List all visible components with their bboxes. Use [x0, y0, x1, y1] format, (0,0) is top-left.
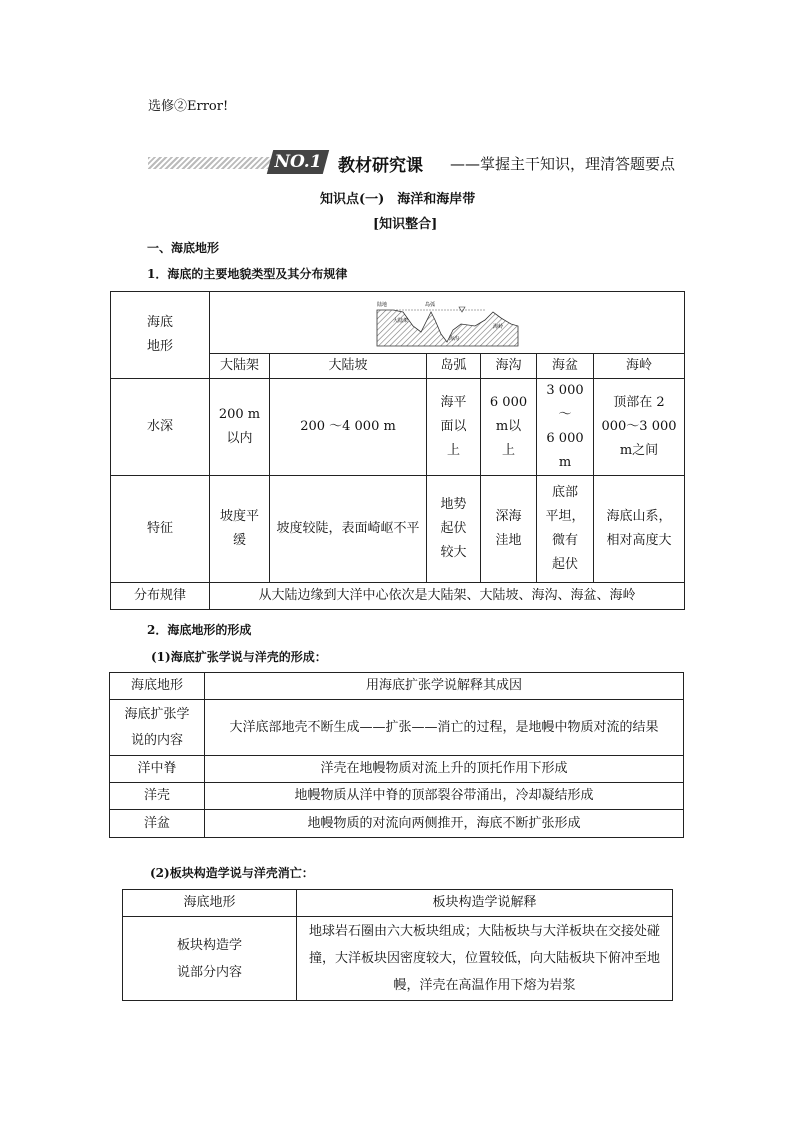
- subheading-landforms: 1．海底的主要地貌类型及其分布规律: [147, 267, 348, 281]
- t2-header-explanation: 板块构造学说解释: [297, 890, 673, 917]
- t1-row-value: 地幔物质从洋中脊的顶部裂谷带涌出，冷却凝结形成: [205, 783, 684, 810]
- t1-row-value: 洋壳在地幔物质对流上升的顶托作用下形成: [205, 756, 684, 783]
- feature-trench: 深海 洼地: [481, 476, 537, 583]
- knowledge-section-label: [知识整合]: [373, 217, 438, 232]
- row-label-rule: 分布规律: [111, 583, 210, 610]
- seabed-profile-diagram: [375, 298, 520, 348]
- t1-header-terrain: 海底地形: [110, 673, 205, 700]
- diagram-label-land: 陆地: [376, 301, 387, 308]
- banner-title: 教材研究课: [338, 156, 423, 176]
- seafloor-spreading-table: [109, 672, 684, 838]
- t1-row-label: 洋中脊: [110, 756, 205, 783]
- heading-seabed-terrain: 一、海底地形: [147, 241, 220, 255]
- col-header-trench: 海沟: [481, 354, 537, 379]
- plate-tectonics-table: [122, 889, 673, 1001]
- depth-shelf: 200 m 以内: [210, 379, 270, 476]
- t1-row-label: 洋盆: [110, 810, 205, 838]
- depth-basin: 3 000～ 6 000 m: [537, 379, 594, 476]
- col-header-slope: 大陆坡: [270, 354, 427, 379]
- page-header: 选修②Error!: [148, 99, 229, 114]
- subheading-plate-tectonics: (2)板块构造学说与洋壳消亡：: [150, 866, 314, 880]
- heading-formation: 2．海底地形的形成: [147, 623, 252, 637]
- t2-row-value: 地球岩石圈由六大板块组成；大陆板块与大洋板块在交接处碰撞，大洋板块因密度较大，位置较低，向大陆板块下俯冲至地幔，洋壳在高温作用下熔为岩浆: [297, 917, 673, 1001]
- feature-slope: 坡度较陡，表面崎岖不平: [270, 476, 427, 583]
- depth-trench: 6 000 m以 上: [481, 379, 537, 476]
- diagram-label-ridge: 海岭: [492, 323, 503, 330]
- col-header-basin: 海盆: [537, 354, 594, 379]
- t2-row-label: 板块构造学 说部分内容: [123, 917, 297, 1001]
- t1-header-explanation: 用海底扩张学说解释其成因: [205, 673, 684, 700]
- diagram-label-island: 岛弧: [424, 301, 435, 308]
- diagram-label-shelf: 大陆架: [392, 317, 408, 324]
- row-header-landform: 海底 地形: [111, 292, 210, 379]
- landform-table: [110, 291, 685, 610]
- feature-shelf: 坡度平 缓: [210, 476, 270, 583]
- t1-row-label: 海底扩张学 说的内容: [110, 700, 205, 756]
- diagram-label-trench: 海沟: [448, 335, 459, 342]
- section-banner: [148, 150, 688, 176]
- knowledge-point-title: 知识点(一) 海洋和海岸带: [320, 192, 476, 207]
- profile-diagram-cell: [210, 292, 685, 354]
- distribution-rule: 从大陆边缘到大洋中心依次是大陆架、大陆坡、海沟、海盆、海岭: [210, 583, 685, 610]
- banner-hatch: [148, 157, 278, 169]
- depth-slope: 200 ～4 000 m: [270, 379, 427, 476]
- col-header-shelf: 大陆架: [210, 354, 270, 379]
- banner-subtitle: ——掌握主干知识，理清答题要点: [450, 155, 676, 173]
- col-header-ridge: 海岭: [594, 354, 685, 379]
- feature-basin: 底部 平坦， 微有 起伏: [537, 476, 594, 583]
- subheading-seafloor-spreading: (1)海底扩张学说与洋壳的形成：: [151, 650, 327, 664]
- banner-badge: NO.1: [267, 150, 329, 174]
- t2-header-terrain: 海底地形: [123, 890, 297, 917]
- t1-row-label: 洋壳: [110, 783, 205, 810]
- feature-ridge: 海底山系， 相对高度大: [594, 476, 685, 583]
- depth-ridge: 顶部在 2 000～3 000 m之间: [594, 379, 685, 476]
- row-label-depth: 水深: [111, 379, 210, 476]
- feature-island-arc: 地势 起伏 较大: [427, 476, 481, 583]
- row-label-feature: 特征: [111, 476, 210, 583]
- t1-row-value: 地幔物质的对流向两侧推开，海底不断扩张形成: [205, 810, 684, 838]
- col-header-island-arc: 岛弧: [427, 354, 481, 379]
- depth-island-arc: 海平 面以 上: [427, 379, 481, 476]
- t1-row-value: 大洋底部地壳不断生成——扩张——消亡的过程，是地幔中物质对流的结果: [205, 700, 684, 756]
